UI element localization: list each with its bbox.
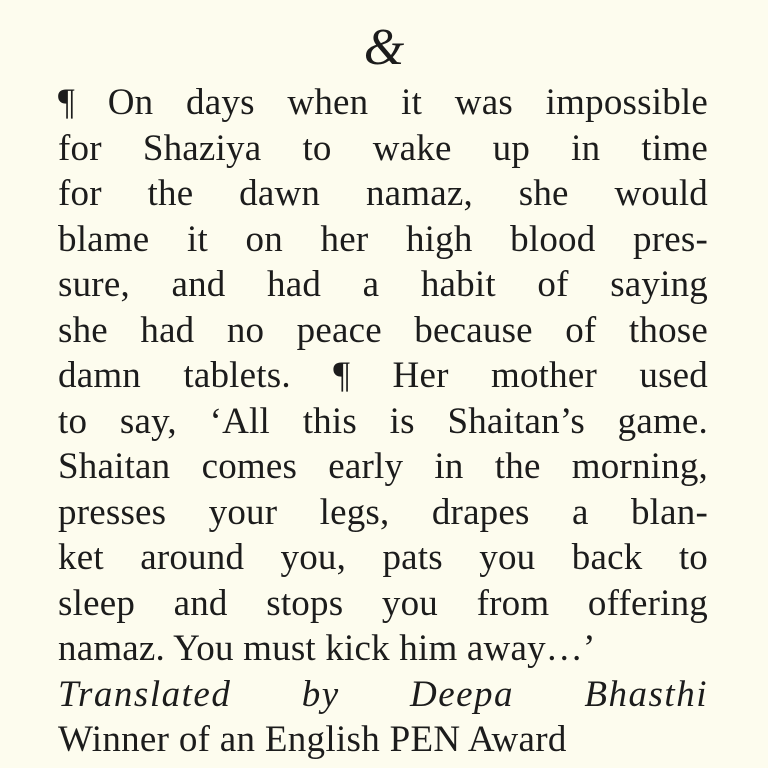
translator-credit: Translated by Deepa Bhasthi <box>58 673 708 715</box>
excerpt-line: for Shaziya to wake up in time <box>58 127 708 169</box>
excerpt-line: Shaitan comes early in the morning, <box>58 446 708 487</box>
excerpt-text <box>58 80 708 672</box>
excerpt-line: she had no peace because of those <box>58 309 708 351</box>
award-note: Winner of an English PEN Award <box>58 719 567 760</box>
excerpt-line: ket around you, pats you back to <box>58 537 708 578</box>
excerpt-line: presses your legs, drapes a blan- <box>58 491 708 533</box>
excerpt-line: sleep and stops you from offering <box>58 582 708 624</box>
ampersand-ornament-icon: & <box>363 19 405 76</box>
excerpt-line: sure, and had a habit of saying <box>58 264 708 305</box>
excerpt-line: ¶ On days when it was impossible <box>58 82 708 123</box>
excerpt-line: blame it on her high blood pres- <box>58 218 708 260</box>
excerpt-line: damn tablets. ¶ Her mother used <box>58 355 708 396</box>
excerpt-line: namaz. You must kick him away…’ <box>58 628 596 669</box>
excerpt-card <box>58 18 708 763</box>
excerpt-line: for the dawn namaz, she would <box>58 173 708 214</box>
excerpt-line: to say, ‘All this is Shaitan’s game. <box>58 400 708 442</box>
